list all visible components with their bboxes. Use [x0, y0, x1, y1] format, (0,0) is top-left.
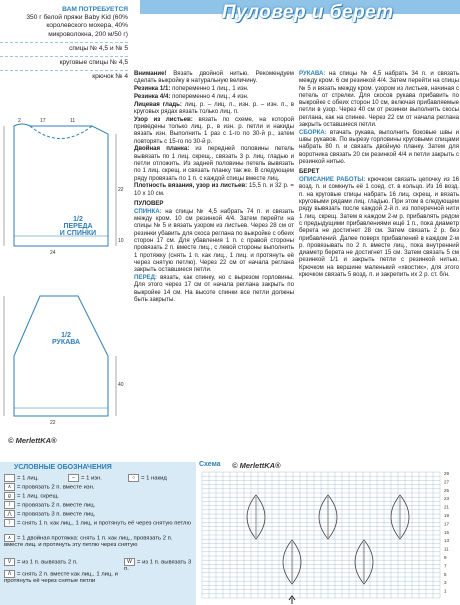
instructions-column-1: Внимание! Вязать двойной нитью. Рекомендуем сделать выкройку в натуральную величину. Резинка 1/1: попеременно 1 лиц., 1 изн. Резинка 4/4: попеременно 4 лиц., 4 изн. Лицевая гладь: лиц. р. – лиц. п., изн. р. – изн. п., в круговых рядах вязать только лиц. п. Узор из листьев: вязать по схеме, на которой приведены только лиц. р., в изн. р. петли и накиды вязать изн. Выполнить 1 раз с 1-го по 30-й р., затем повторять с 15-го по 30-й р. Двойная планка: из передней половины петель вывязать по 1 лиц. скрещ., связать 3 р. лиц. гладью и петли отложить. Из задней половины петель вывязать по 1 лиц. скрещ. и связать планку так же. В следующем ряду провязать по 1 п. с каждой спицы вместе лиц. Плотность вязания, узор из листьев: 15,5 п. и 32 р. = 10 х 10 см. ПУЛОВЕР СПИНКА: на спицы № 4,5 набрать 74 п. и связать между кром. 10 см резинкой 4/4. Затем перейти на спицы № 5 и вязать узором из листьев. Через 28 см от резинки убавить для скоса реглана по выкройке с обеих сторон 17 см. Для убавления 1 п. с правой стороны провязать 2 п. вместе лиц., с левой стороны выполнить 1 протяжку (снять 1 п. как лиц., 1 лиц. и протянуть её через снятую петлю). Через 22 см от начала реглана закрыть оставшиеся петли. ПЕРЕД: вязать, как спинку, но с вырезом горловины. Для этого через 17 см от начала реглана закрыть по выкройке 14 см. На высоте спинки все петли должны быть закрыты. [134, 70, 294, 303]
svg-text:10: 10 [118, 238, 124, 244]
chart-row-number: 5 [444, 571, 447, 577]
chart-row-number: 29 [444, 471, 450, 476]
materials-tool-needles: спицы № 4,5 и № 5 [0, 42, 128, 53]
chart-row-number: 19 [444, 513, 450, 518]
legend-heading: УСЛОВНЫЕ ОБОЗНАЧЕНИЯ [14, 464, 112, 471]
svg-text:17: 17 [40, 118, 46, 124]
legend-item: – = 1 изн. [68, 474, 128, 482]
svg-text:2: 2 [18, 118, 21, 124]
chart-row-number: 1 [444, 588, 447, 594]
sleeve-label: 1/2 РУКАВА [51, 332, 81, 346]
ssk-symbol-icon: \ [4, 519, 15, 527]
cdd-symbol-icon: Λ [4, 570, 15, 578]
legend-item: ∧ = провязать 2 п. вместе изн. [4, 483, 124, 491]
legend-item: / = провязать 2 п. вместе лиц. [4, 501, 124, 509]
pattern-schematic [0, 96, 130, 456]
k3tog-symbol-icon: ⋀ [4, 510, 15, 518]
chart-row-number: 15 [444, 529, 450, 535]
legend-item: ⋀ = провязать 3 п. вместе лиц. [4, 510, 124, 518]
chart-row-number: 13 [444, 538, 450, 544]
chart-row-number: 9 [444, 555, 447, 560]
chart-row-number: 11 [444, 546, 449, 552]
instructions-column-2: РУКАВА: на спицы № 4,5 набрать 34 п. и связать между кром. 6 см резинкой 4/4. Затем перейти на спицы № 5 и вязать между кром. узором из листьев, начиная с петель от стрелки. Для скосов рукава прибавить по выкройке с обеих сторон 10 см, включая прибавляемые петли в узор. Через 40 см от резинки выполнить скосы реглана, как на спинке. Через 22 см от начала реглана закрыть оставшиеся петли. СБОРКА: втачать рукава, выполнить боковые швы и швы рукавов. По вырезу горловины круговыми спицами набрать 80 п. и связать двойную планку. Затем для воротника связать 20 см резинкой 4/4 и петли закрыть с резинкой нитью. БЕРЕТ ОПИСАНИЕ РАБОТЫ: крючком связать цепочку из 16 возд. п. и сомкнуть её 1 соед. ст. в кольцо. Из 16 возд. п. на круговые спицы набрать 16 лиц. скрещ. и вязать круговыми рядами лиц. гладью. При этом в следующем ряду вывязать после каждой 2-й п. из поперечной нити 1 лиц. скрещ. Затем в каждом 2-м р. прибавлять рядом с предыдущими прибавлениями ещё 1 п., пока диаметр берета не достигнет 28 см. Затем связать 2 р. без прибавлений. Далее поверх прибавлений в каждом 2-м р. провязывать по 2 п. вместе лиц., пока внутренний диаметр берета не достигнет 15 см. Затем связать 5 см резинкой 1/1 и закрыть петли с резинкой нитью. Крючком на вершине маленький «хвостик», для этого крючком связать 5 возд. п. и закрепить их 2 р. ст. б/н. [299, 70, 459, 279]
materials-block [0, 6, 128, 81]
materials-tool-hook: крючок № 4 [0, 70, 128, 81]
legend-item: W = из 1 п. вывязать 3 п. [124, 559, 192, 573]
chart-row-number: 17 [444, 521, 450, 527]
chart-row-number: 27 [444, 479, 450, 485]
pattern-credit: © MerlettKA® [8, 436, 57, 445]
legend-box [0, 462, 196, 605]
legend-item: Λ = снять 2 п. вместе как лиц., 1 лиц. и протянуть её через снятые петли [4, 571, 118, 585]
yarn-over-symbol-icon: ○ [128, 474, 139, 482]
legend-item: ϱ = 1 лиц. скрещ. [4, 492, 124, 500]
legend-item: ⋏ = 1 двойная протяжка: снять 1 п. как лиц., провязать 2 п. вместе лиц. и протянуть эту петлю через снятую [4, 535, 173, 549]
svg-text:11: 11 [70, 118, 76, 124]
knitting-chart [198, 462, 460, 605]
chart-row-number: 3 [444, 580, 447, 586]
twisted-knit-symbol-icon: ϱ [4, 492, 15, 500]
chart-row-number: 23 [444, 496, 450, 502]
materials-tool-circular: круговые спицы № 4,5 [0, 56, 128, 67]
section-pullover: ПУЛОВЕР [134, 200, 164, 208]
start-arrow-icon [289, 596, 295, 604]
chart-row-number: 7 [444, 563, 447, 569]
pattern-drawing [0, 96, 130, 456]
p2tog-symbol-icon: ∧ [4, 483, 15, 491]
materials-yarn: 350 г белой пряжи Baby Kid (60% королевского мохера, 40% микроволокна, 200 м/50 г) [26, 14, 128, 38]
svg-text:22: 22 [50, 420, 56, 426]
svg-text:40: 40 [118, 382, 124, 388]
legend-item: ○ = 1 накид [128, 474, 192, 482]
chart-credit: © MerlettKA® [232, 461, 281, 470]
svg-text:24: 24 [50, 250, 56, 256]
inc2-symbol-icon: V [4, 558, 15, 566]
chart-heading: Схема [199, 461, 221, 468]
chart-row-number: 21 [444, 504, 450, 510]
purl-symbol-icon: – [68, 474, 79, 482]
chart-row-number: 25 [444, 487, 450, 493]
double-decrease-symbol-icon: ⋏ [4, 534, 15, 542]
page-title: Пуловер и берет [222, 2, 394, 23]
materials-heading: ВАМ ПОТРЕБУЕТСЯ [62, 6, 128, 13]
legend-item: = 1 лиц. [4, 474, 64, 482]
k2tog-symbol-icon: / [4, 501, 15, 509]
section-beret: БЕРЕТ [299, 168, 320, 176]
knit-symbol-icon [4, 474, 15, 482]
chart-grid [198, 462, 460, 605]
svg-text:22: 22 [118, 187, 124, 193]
front-label: 1/2 ПЕРЕДА И СПИНКИ [59, 216, 97, 237]
inc3-symbol-icon: W [124, 558, 135, 566]
legend-item: V = из 1 п. вывязать 2 п. [4, 558, 94, 566]
legend-item: \ = снять 1 п. как лиц., 1 лиц. и протянуть её через снятую петлю [4, 519, 192, 527]
